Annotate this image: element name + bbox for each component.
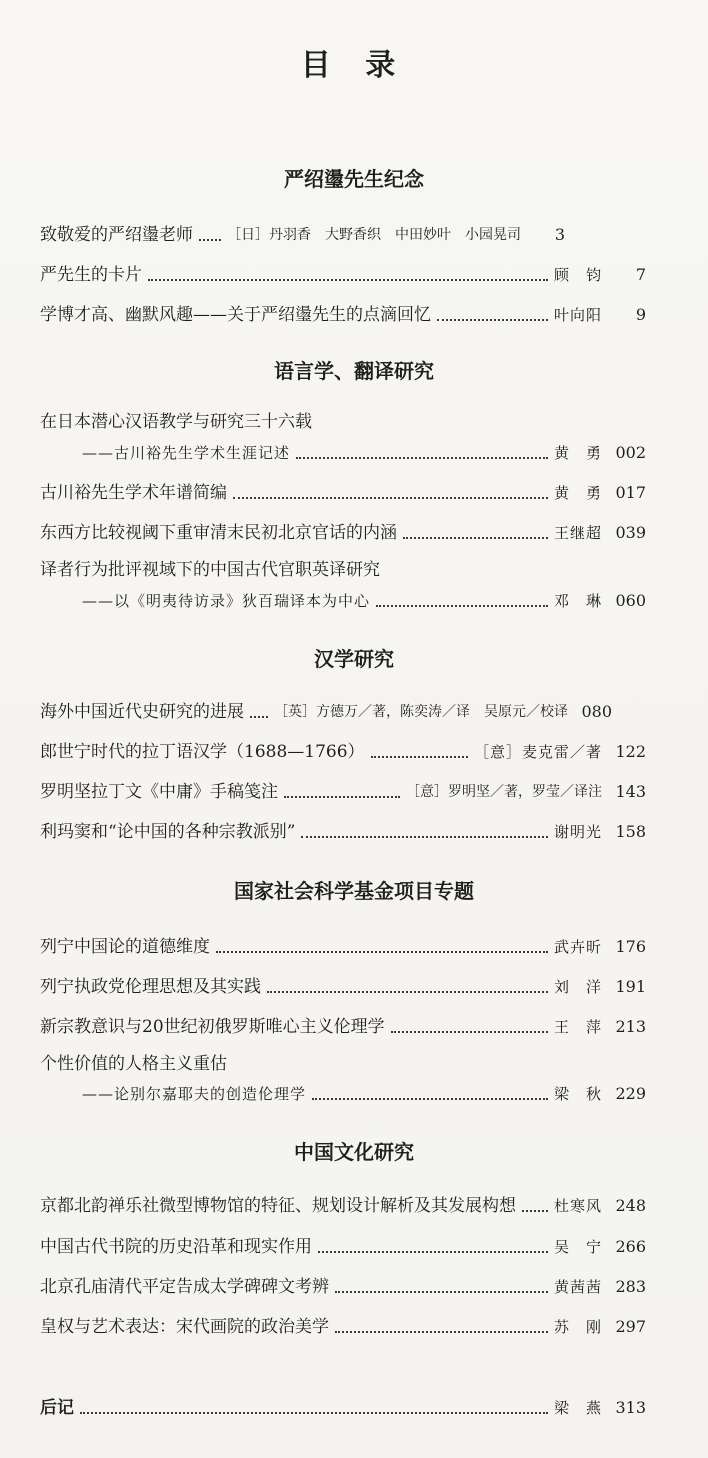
entry-author: 顾 钧 xyxy=(553,266,602,284)
section-heading: 国家社会科学基金项目专题 xyxy=(234,879,474,903)
entry-author: 黄茜茜 xyxy=(553,1278,602,1296)
entry-page: 297 xyxy=(615,1317,646,1336)
entry-author: 叶向阳 xyxy=(553,306,602,324)
entry-title: 新宗教意识与20世纪初俄罗斯唯心主义伦理学 xyxy=(40,1017,385,1037)
entry-page: 158 xyxy=(615,822,646,841)
toc-entry[interactable] xyxy=(40,693,646,723)
dot-leader xyxy=(148,279,548,281)
entry-author: 王继超 xyxy=(553,524,602,542)
entry-author: 杜寒风 xyxy=(553,1197,602,1215)
dot-leader xyxy=(296,457,548,459)
entry-author: 吴 宁 xyxy=(553,1238,602,1256)
entry-author: 刘 洋 xyxy=(553,978,602,996)
entry-title[interactable]: 译者行为批评视域下的中国古代官职英译研究 xyxy=(40,560,380,580)
dot-leader xyxy=(267,991,548,993)
entry-page: 266 xyxy=(615,1237,646,1256)
entry-author: 梁 燕 xyxy=(553,1399,602,1417)
entry-title: 中国古代书院的历史沿革和现实作用 xyxy=(40,1237,312,1257)
toc-entry[interactable] xyxy=(40,434,646,464)
entry-title: 后记 xyxy=(40,1398,74,1418)
entry-page: 213 xyxy=(615,1017,646,1036)
toc-entry[interactable] xyxy=(40,1228,646,1258)
entry-title: 列宁执政党伦理思想及其实践 xyxy=(40,977,261,997)
entry-page: 248 xyxy=(615,1196,646,1215)
entry-subtitle: ——论别尔嘉耶夫的创造伦理学 xyxy=(82,1085,307,1103)
entry-title[interactable]: 个性价值的人格主义重估 xyxy=(40,1054,227,1074)
section-heading: 汉学研究 xyxy=(314,647,394,671)
entry-title: 利玛窦和“论中国的各种宗教派别” xyxy=(40,822,296,842)
toc-entry[interactable] xyxy=(40,1075,646,1105)
entry-author: 苏 刚 xyxy=(553,1318,602,1336)
entry-subtitle: ——古川裕先生学术生涯记述 xyxy=(82,444,291,462)
toc-entry[interactable] xyxy=(40,1389,646,1419)
entry-author: 武卉昕 xyxy=(553,938,602,956)
entry-page: 313 xyxy=(615,1398,646,1417)
dot-leader xyxy=(391,1031,548,1033)
page-title: 目 录 xyxy=(300,48,408,83)
dot-leader xyxy=(318,1251,548,1253)
entry-title: 学博才高、幽默风趣——关于严绍璗先生的点滴回忆 xyxy=(40,305,431,325)
dot-leader xyxy=(284,796,400,798)
entry-author: 黄 勇 xyxy=(553,444,602,462)
toc-entry[interactable] xyxy=(40,773,646,803)
entry-author: 黄 勇 xyxy=(553,484,602,502)
entry-page: 283 xyxy=(615,1277,646,1296)
entry-page: 060 xyxy=(615,591,646,610)
dot-leader xyxy=(80,1412,548,1414)
entry-author: 王 萍 xyxy=(553,1018,602,1036)
entry-author: ［英］方德万／著，陈奕涛／译 吴原元／校译 xyxy=(274,704,568,720)
toc-entry[interactable] xyxy=(40,968,646,998)
entry-title: 致敬爱的严绍璗老师 xyxy=(40,225,193,245)
entry-author: ［日］丹羽香 大野香织 中田妙叶 小园晃司 xyxy=(227,227,521,243)
entry-page: 3 xyxy=(554,225,565,244)
entry-title: 罗明坚拉丁文《中庸》手稿笺注 xyxy=(40,782,278,802)
dot-leader xyxy=(403,537,548,539)
entry-subtitle: ——以《明夷待访录》狄百瑞译本为中心 xyxy=(82,592,371,610)
toc-entry[interactable] xyxy=(40,474,646,504)
entry-title: 郎世宁时代的拉丁语汉学（1688—1766） xyxy=(40,742,365,762)
entry-page: 002 xyxy=(615,443,646,462)
entry-title: 京都北韵禅乐社微型博物馆的特征、规划设计解析及其发展构想 xyxy=(40,1196,516,1216)
toc-entry[interactable] xyxy=(40,216,646,246)
section-heading: 严绍璗先生纪念 xyxy=(284,167,424,191)
section-heading: 语言学、翻译研究 xyxy=(274,359,434,383)
toc-entry[interactable] xyxy=(40,733,646,763)
entry-page: 9 xyxy=(635,305,646,324)
entry-page: 7 xyxy=(635,265,646,284)
dot-leader xyxy=(437,319,548,321)
entry-author: 梁 秋 xyxy=(553,1085,602,1103)
section-heading: 中国文化研究 xyxy=(294,1140,414,1164)
entry-page: 017 xyxy=(615,483,646,502)
entry-page: 191 xyxy=(615,977,646,996)
entry-title: 古川裕先生学术年谱简编 xyxy=(40,483,227,503)
toc-entry[interactable] xyxy=(40,1268,646,1298)
entry-title[interactable]: 在日本潜心汉语教学与研究三十六载 xyxy=(40,412,312,432)
entry-page: 176 xyxy=(615,937,646,956)
dot-leader xyxy=(199,239,221,241)
entry-title: 列宁中国论的道德维度 xyxy=(40,937,210,957)
entry-page: 080 xyxy=(581,702,612,721)
toc-entry[interactable] xyxy=(40,582,646,612)
entry-author: ［意］罗明坚／著，罗莹／译注 xyxy=(406,784,602,800)
toc-entry[interactable] xyxy=(40,514,646,544)
entry-page: 039 xyxy=(615,523,646,542)
toc-entry[interactable] xyxy=(40,928,646,958)
entry-title: 严先生的卡片 xyxy=(40,265,142,285)
entry-title: 北京孔庙清代平定告成太学碑碑文考辨 xyxy=(40,1277,329,1297)
entry-author: 邓 琳 xyxy=(553,592,602,610)
toc-entry[interactable] xyxy=(40,1187,646,1217)
entry-author: 谢明光 xyxy=(553,823,602,841)
dot-leader xyxy=(371,756,468,758)
entry-page: 122 xyxy=(615,742,646,761)
toc-entry[interactable] xyxy=(40,1308,646,1338)
toc-entry[interactable] xyxy=(40,256,646,286)
dot-leader xyxy=(233,497,548,499)
dot-leader xyxy=(376,605,548,607)
dot-leader xyxy=(216,951,548,953)
toc-entry[interactable] xyxy=(40,1008,646,1038)
entry-author: ［意］麦克雷／著 xyxy=(473,743,602,761)
entry-title: 海外中国近代史研究的进展 xyxy=(40,702,244,722)
entry-page: 143 xyxy=(615,782,646,801)
dot-leader xyxy=(250,716,268,718)
dot-leader xyxy=(522,1210,548,1212)
entry-title: 东西方比较视阈下重审清末民初北京官话的内涵 xyxy=(40,523,397,543)
dot-leader xyxy=(301,836,548,838)
toc-entry[interactable] xyxy=(40,296,646,326)
dot-leader xyxy=(312,1098,548,1100)
dot-leader xyxy=(335,1331,548,1333)
entry-page: 229 xyxy=(615,1084,646,1103)
entry-title: 皇权与艺术表达：宋代画院的政治美学 xyxy=(40,1317,329,1337)
toc-entry[interactable] xyxy=(40,813,646,843)
dot-leader xyxy=(335,1291,548,1293)
